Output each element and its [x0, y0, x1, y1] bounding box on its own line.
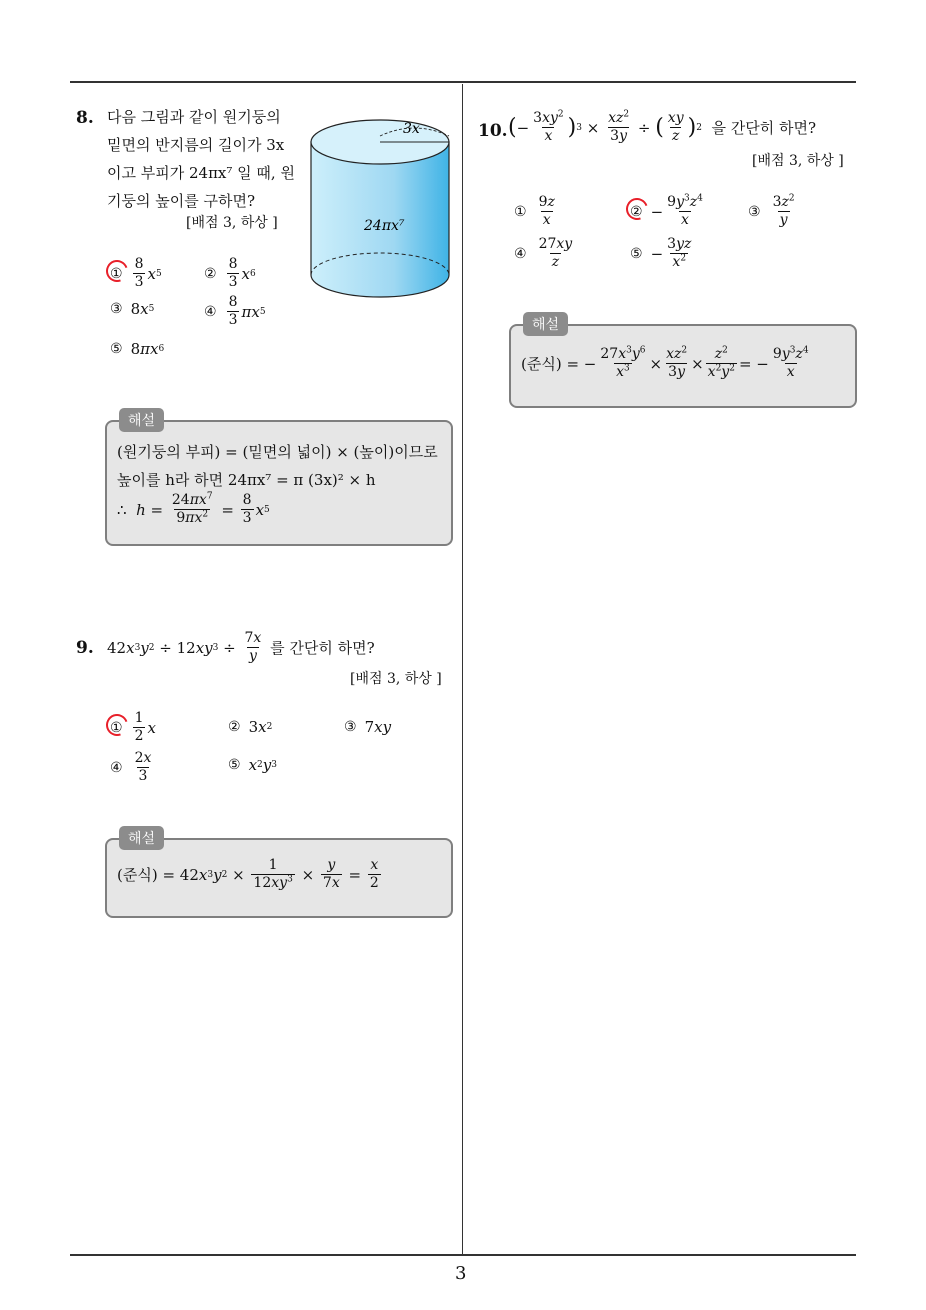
q8-option-1-label: ①: [110, 265, 123, 282]
q8-explain-line-3: ∴ h = $\frac{24\pi x^7}{9\pi x^2}$ = $\frac{8}{3}$ x 5: [117, 491, 270, 526]
q9-option-5[interactable]: ⑤ x 2 y 3: [228, 756, 277, 774]
q9-option-2[interactable]: ② 3 x 2: [228, 718, 273, 736]
q10-option-2-label: ②: [630, 203, 643, 220]
q9-question: 42 x 3 y 2 ÷ 12 xy 3 ÷ $\frac{7x}{y}$ 를 간단히 하면?: [107, 630, 375, 664]
q8-score: [배점 3, 하상 ]: [186, 215, 278, 231]
q9-explain-tag: 해설: [119, 826, 164, 850]
q10-score: [배점 3, 하상 ]: [752, 153, 844, 169]
q8-line-3: 이고 부피가 24πx⁷ 일 때, 원: [107, 164, 295, 182]
q9-option-1-label: ①: [110, 719, 123, 736]
q10-option-5[interactable]: ⑤ − $\frac{3yz}{x^2}$: [630, 236, 692, 270]
q10-explain-line-1: (준식) = − $\frac{27x^3y^6}{x^3}$ × $\frac{xz^2}{3y}$ × $\frac{z^2}{x^2y^2}$ = − $\frac{9y^3z^4}{x}$: [521, 345, 809, 380]
q9-score: [배점 3, 하상 ]: [350, 671, 442, 687]
q9-option-1[interactable]: ① $\frac{1}{2}$ x: [110, 710, 156, 744]
q8-option-3[interactable]: ③ 8 x 5: [110, 300, 155, 318]
q8-option-2[interactable]: ② $\frac{8}{3}$ x 6: [204, 256, 256, 290]
q8-option-4[interactable]: ④ $\frac{8}{3}$ πx 5: [204, 294, 266, 328]
q8-option-1[interactable]: ① $\frac{8}{3}$ x 5: [110, 256, 162, 290]
cylinder-figure: [306, 110, 454, 320]
q8-explain-line-2: 높이를 h라 하면 24πx⁷ = π (3x)² × h: [117, 471, 376, 489]
volume-label: 24πx⁷: [364, 218, 405, 234]
q10-option-4[interactable]: ④ $\frac{27xy}{z}$: [514, 236, 573, 270]
q8-number: 8.: [76, 108, 94, 128]
q9-question-tail: 를 간단히 하면?: [270, 639, 375, 657]
q10-number: 10.: [478, 121, 508, 141]
q8-line-1: 다음 그림과 같이 원기둥의: [107, 108, 281, 126]
top-rule: [70, 81, 856, 83]
q9-number: 9.: [76, 638, 94, 658]
column-divider: [462, 84, 463, 1256]
radius-label: 3x: [403, 121, 420, 137]
q10-explain-tag: 해설: [523, 312, 568, 336]
q10-question: ( − $\frac{3xy^2}{x}$ ) 3 × $\frac{xz^2}{3y}$ ÷ ( $\frac{xy}{z}$ ) 2 을 간단히 하면?: [508, 109, 817, 144]
q10-option-2[interactable]: ② − $\frac{9y^3z^4}{x}$: [630, 193, 703, 228]
q8-line-4: 기둥의 높이를 구하면?: [107, 192, 255, 210]
q10-option-1[interactable]: ① $\frac{9z}{x}$: [514, 194, 555, 228]
q9-option-4[interactable]: ④ $\frac{2x}{3}$: [110, 750, 152, 784]
q8-question: [107, 103, 297, 215]
q10-question-tail: 을 간단히 하면?: [711, 119, 817, 137]
q10-option-3[interactable]: ③ $\frac{3z^2}{y}$: [748, 193, 795, 228]
q9-option-3[interactable]: ③ 7 xy: [344, 718, 392, 736]
q8-explain-tag: 해설: [119, 408, 164, 432]
q8-line-2: 밑면의 반지름의 길이가 3x: [107, 136, 285, 154]
q8-option-5[interactable]: ⑤ 8 πx 6: [110, 340, 165, 358]
q9-explain-line-1: (준식) = 42 x 3 y 2 × $\frac{1}{12xy^3}$ × $\frac{y}{7x}$ = $\frac{x}{2}$: [117, 857, 379, 891]
bottom-rule: [70, 1254, 856, 1256]
page-number: 3: [455, 1263, 467, 1284]
q8-explain-line-1: (원기둥의 부피) = (밑면의 넓이) × (높이)이므로: [117, 443, 438, 461]
